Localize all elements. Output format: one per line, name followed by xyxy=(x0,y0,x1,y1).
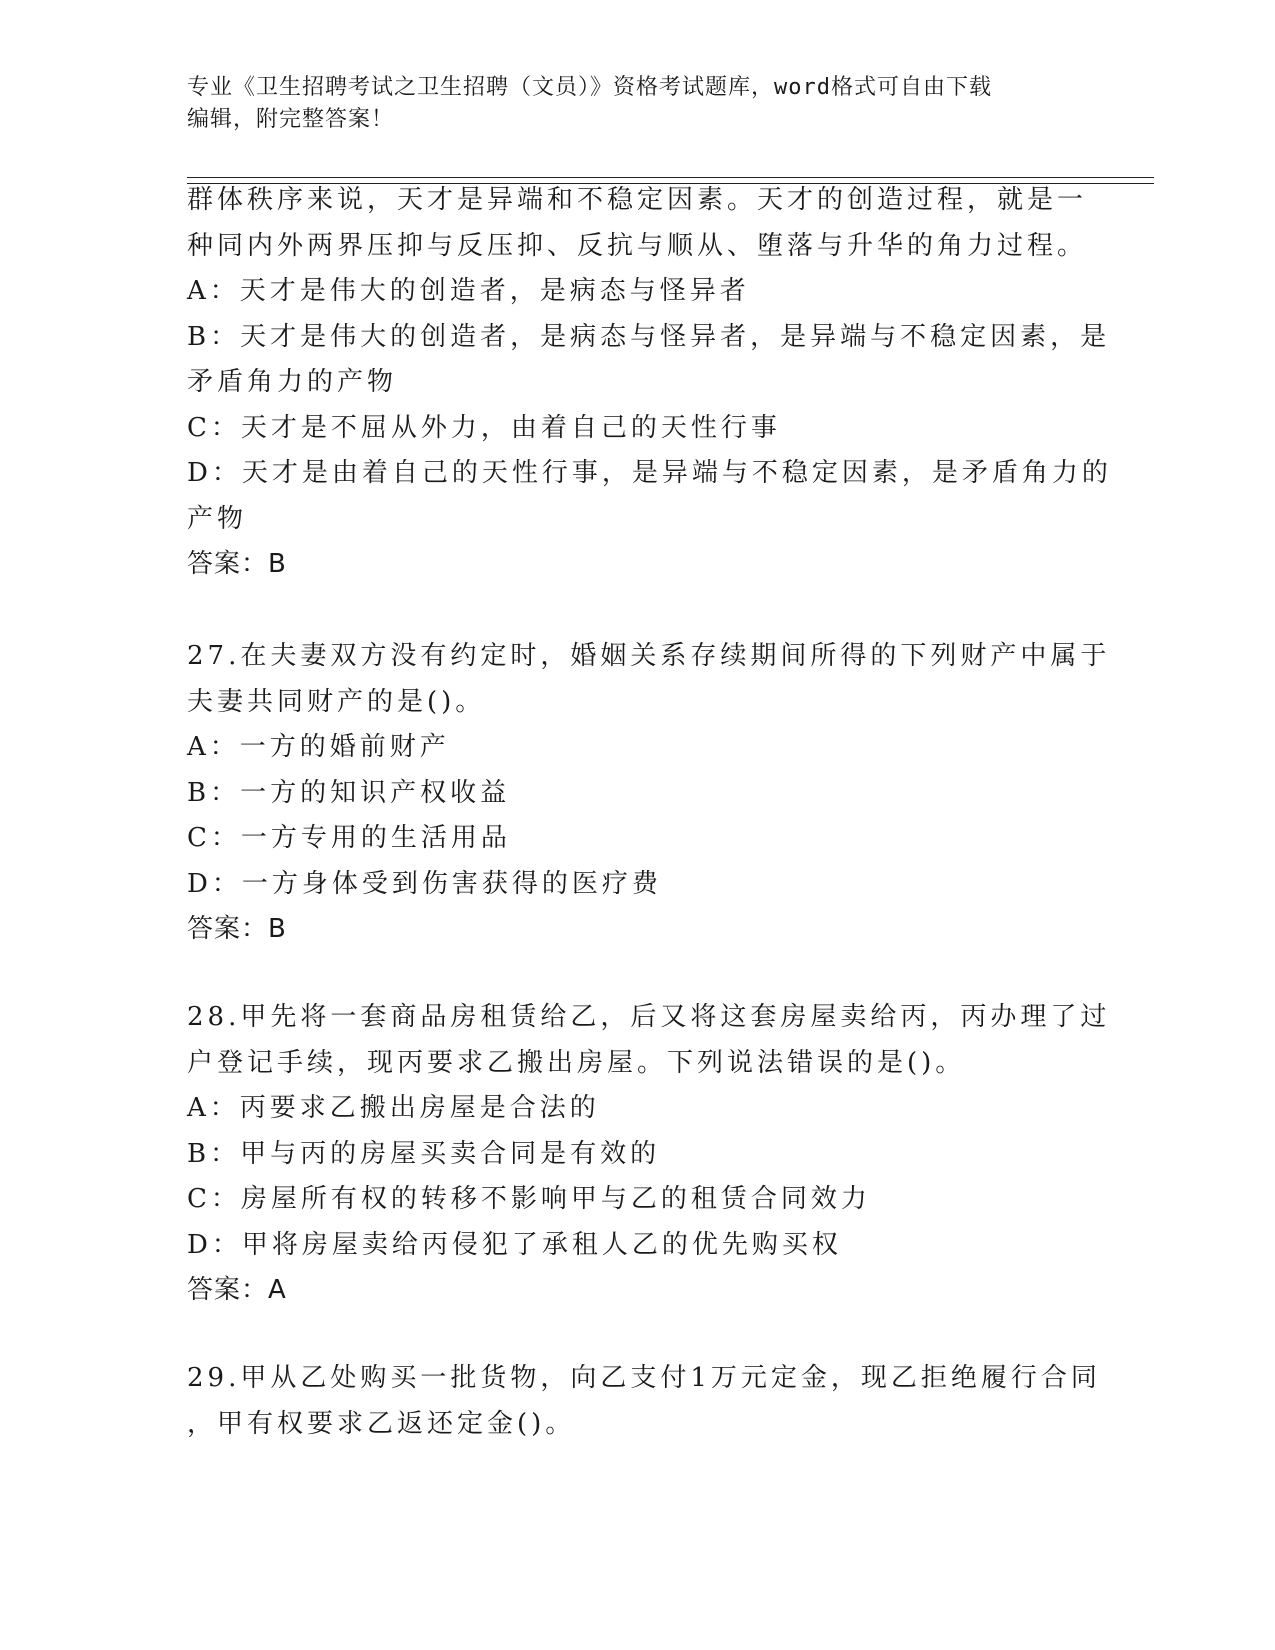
question-29-stem-cont: ，甲有权要求乙返还定金()。 xyxy=(187,1408,576,1439)
question-27-stem: 27.在夫妻双方没有约定时，婚姻关系存续期间所得的下列财产中属于 xyxy=(187,641,1111,671)
question-27-option-b: B：一方的知识产权收益 xyxy=(187,777,511,808)
question-26-option-d-cont: 产物 xyxy=(187,503,248,534)
question-27-block xyxy=(187,634,1111,953)
question-26-option-b: B：天才是伟大的创造者，是病态与怪异者，是异端与不稳定因素，是 xyxy=(187,321,1111,352)
question-27-option-c: C：一方专用的生活用品 xyxy=(187,823,511,853)
question-29-block xyxy=(187,1356,1101,1447)
question-26-line: 种同内外两界压抑与反压抑、反抗与顺从、堕落与升华的角力过程。 xyxy=(187,230,1088,261)
question-28-option-d: D：甲将房屋卖给丙侵犯了承租人乙的优先购买权 xyxy=(187,1229,842,1260)
question-27-answer: 答案：B xyxy=(187,914,287,944)
question-26-answer: 答案：B xyxy=(187,549,287,579)
question-28-option-c: C：房屋所有权的转移不影响甲与乙的租赁合同效力 xyxy=(187,1184,871,1214)
question-27-option-a: A：一方的婚前财产 xyxy=(187,732,450,762)
question-26-option-b-cont: 矛盾角力的产物 xyxy=(187,367,398,397)
question-26-option-c: C：天才是不屈从外力，由着自己的天性行事 xyxy=(187,412,781,443)
question-26-line: 群体秩序来说，天才是异端和不稳定因素。天才的创造过程，就是一 xyxy=(187,185,1088,215)
header-line-1: 专业《卫生招聘考试之卫生招聘（文员）》资格考试题库，word格式可自由下载 xyxy=(187,75,992,100)
question-29-stem: 29.甲从乙处购买一批货物，向乙支付1万元定金，现乙拒绝履行合同 xyxy=(187,1363,1101,1393)
question-28-answer: 答案：A xyxy=(187,1275,287,1305)
question-26-option-a: A：天才是伟大的创造者，是病态与怪异者 xyxy=(187,276,750,306)
question-28-block xyxy=(187,995,1111,1314)
question-28-option-b: B：甲与丙的房屋买卖合同是有效的 xyxy=(187,1138,661,1169)
question-28-option-a: A：丙要求乙搬出房屋是合法的 xyxy=(187,1093,600,1123)
question-26-option-d: D：天才是由着自己的天性行事，是异端与不稳定因素，是矛盾角力的 xyxy=(187,458,1112,488)
header-line-2: 编辑，附完整答案！ xyxy=(187,107,395,132)
question-27-stem-cont: 夫妻共同财产的是()。 xyxy=(187,686,486,717)
question-28-stem: 28.甲先将一套商品房租赁给乙，后又将这套房屋卖给丙，丙办理了过 xyxy=(187,1002,1111,1032)
question-28-stem-cont: 户登记手续，现丙要求乙搬出房屋。下列说法错误的是()。 xyxy=(187,1047,966,1078)
question-27-option-d: D：一方身体受到伤害获得的医疗费 xyxy=(187,868,662,899)
page-header xyxy=(187,72,1087,136)
question-26-block xyxy=(187,178,1112,588)
